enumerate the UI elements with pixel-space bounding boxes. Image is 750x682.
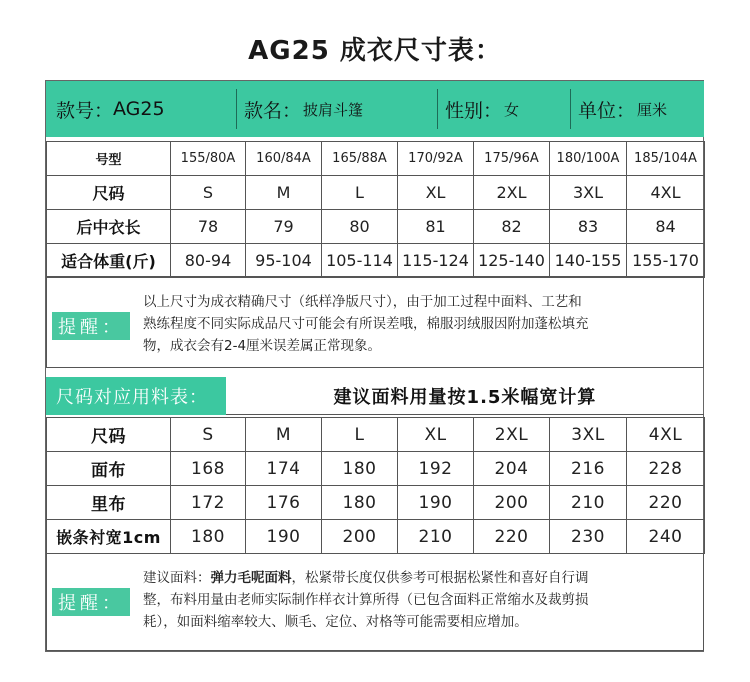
row-label-back-length: 后中衣长	[47, 210, 171, 244]
table-cell: 80	[322, 210, 398, 244]
fabric-reminder-text	[143, 567, 589, 633]
gender-cell	[445, 81, 519, 137]
header-divider	[437, 89, 438, 129]
table-cell: 2XL	[474, 176, 550, 210]
table-row	[47, 520, 705, 554]
row-label-lining: 里布	[47, 486, 171, 520]
table-cell: 220	[474, 520, 550, 554]
table-cell: 180/100A	[550, 142, 627, 176]
table-cell: 82	[474, 210, 550, 244]
table-cell: 115-124	[398, 244, 474, 278]
reminder-badge: 提醒：	[52, 312, 130, 340]
table-cell: XL	[398, 418, 474, 452]
gender-value: 女	[504, 100, 520, 119]
table-cell: 180	[322, 486, 398, 520]
table-cell: 185/104A	[627, 142, 705, 176]
reminder-line: 以上尺寸为成衣精确尺寸（纸样净版尺寸），由于加工过程中面料、工艺和	[143, 294, 582, 310]
table-cell: 204	[474, 452, 550, 486]
table-cell: 78	[171, 210, 246, 244]
table-cell: 180	[171, 520, 246, 554]
table-cell: 170/92A	[398, 142, 474, 176]
table-row	[47, 244, 705, 278]
table-cell: 172	[171, 486, 246, 520]
table-cell: 2XL	[474, 418, 550, 452]
unit-value: 厘米	[637, 100, 668, 119]
table-row	[47, 452, 705, 486]
size-table	[46, 141, 705, 278]
fabric-reminder-line: 耗），如面料缩率较大、顺毛、定位、对格等可能需要相应增加。	[143, 614, 528, 630]
header-divider	[570, 89, 571, 129]
unit-label: 单位：	[578, 99, 636, 122]
fabric-table	[46, 417, 705, 554]
table-row	[47, 418, 705, 452]
style-no-label: 款号：	[56, 99, 114, 122]
table-cell: 3XL	[550, 176, 627, 210]
fabric-type: 弹力毛呢面料	[210, 570, 292, 586]
fabric-reminder-badge: 提醒：	[52, 588, 130, 616]
table-cell: 79	[246, 210, 322, 244]
table-cell: 105-114	[322, 244, 398, 278]
reminder-line: 熟练程度不同实际成品尺寸可能会有所误差哦，棉服羽绒服因附加蓬松填充	[143, 316, 589, 332]
row-label-outer-fabric: 面布	[47, 452, 171, 486]
table-cell: 174	[246, 452, 322, 486]
row-label-size: 尺码	[47, 418, 171, 452]
fabric-line-suffix: ，松紧带长度仅供参考可根据松紧性和喜好自行调	[291, 570, 589, 586]
table-cell: 95-104	[246, 244, 322, 278]
gender-label: 性别：	[445, 99, 503, 122]
row-label-size-code: 号型	[47, 142, 171, 176]
table-cell: 84	[627, 210, 705, 244]
fabric-reminder-line: 整，布料用量由老师实际制作样衣计算所得（已包含面料正常缩水及裁剪损	[143, 592, 589, 608]
table-cell: M	[246, 176, 322, 210]
table-row	[47, 142, 705, 176]
row-label-piping: 嵌条衬宽1cm	[47, 520, 171, 554]
style-name-label: 款名：	[244, 99, 302, 122]
table-cell: 165/88A	[322, 142, 398, 176]
table-cell: 160/84A	[246, 142, 322, 176]
table-cell: 192	[398, 452, 474, 486]
table-cell: 175/96A	[474, 142, 550, 176]
fabric-reminder-line	[143, 567, 589, 589]
fabric-prefix: 建议面料：	[143, 570, 211, 586]
table-cell: 180	[322, 452, 398, 486]
style-name-cell	[244, 81, 363, 137]
table-row	[47, 486, 705, 520]
page-title: AG25 成衣尺寸表：	[248, 36, 502, 66]
table-cell: 140-155	[550, 244, 627, 278]
header-divider	[236, 89, 237, 129]
reminder-line: 物，成衣会有2-4厘米误差属正常现象。	[143, 338, 382, 354]
reminder-note	[46, 276, 704, 368]
table-cell: 228	[627, 452, 705, 486]
table-cell: M	[246, 418, 322, 452]
table-cell: 125-140	[474, 244, 550, 278]
table-cell: 3XL	[550, 418, 627, 452]
table-cell: 210	[550, 486, 627, 520]
table-cell: 4XL	[627, 418, 705, 452]
reminder-text	[143, 291, 589, 357]
table-cell: XL	[398, 176, 474, 210]
fabric-section-heading: 尺码对应用料表：	[46, 377, 226, 415]
fabric-section-subheading: 建议面料用量按1.5米幅宽计算	[226, 377, 704, 415]
table-cell: 210	[398, 520, 474, 554]
table-cell: 168	[171, 452, 246, 486]
row-label-size: 尺码	[47, 176, 171, 210]
table-cell: 216	[550, 452, 627, 486]
table-cell: L	[322, 418, 398, 452]
table-cell: 80-94	[171, 244, 246, 278]
table-cell: L	[322, 176, 398, 210]
style-no-value: AG25	[113, 98, 165, 120]
table-cell: 155/80A	[171, 142, 246, 176]
table-cell: 4XL	[627, 176, 705, 210]
table-cell: 155-170	[627, 244, 705, 278]
table-cell: S	[171, 176, 246, 210]
style-no-cell	[56, 81, 165, 137]
row-label-weight: 适合体重(斤)	[47, 244, 171, 278]
fabric-reminder-note	[46, 553, 704, 651]
table-row	[47, 210, 705, 244]
table-cell: 220	[627, 486, 705, 520]
table-cell: 230	[550, 520, 627, 554]
unit-cell	[578, 81, 667, 137]
table-cell: 81	[398, 210, 474, 244]
table-cell: 190	[246, 520, 322, 554]
table-cell: S	[171, 418, 246, 452]
table-cell: 83	[550, 210, 627, 244]
table-cell: 200	[474, 486, 550, 520]
table-cell: 240	[627, 520, 705, 554]
table-row	[47, 176, 705, 210]
table-cell: 190	[398, 486, 474, 520]
table-cell: 200	[322, 520, 398, 554]
style-name-value: 披肩斗篷	[303, 100, 364, 119]
table-cell: 176	[246, 486, 322, 520]
info-header-bar	[46, 81, 704, 137]
